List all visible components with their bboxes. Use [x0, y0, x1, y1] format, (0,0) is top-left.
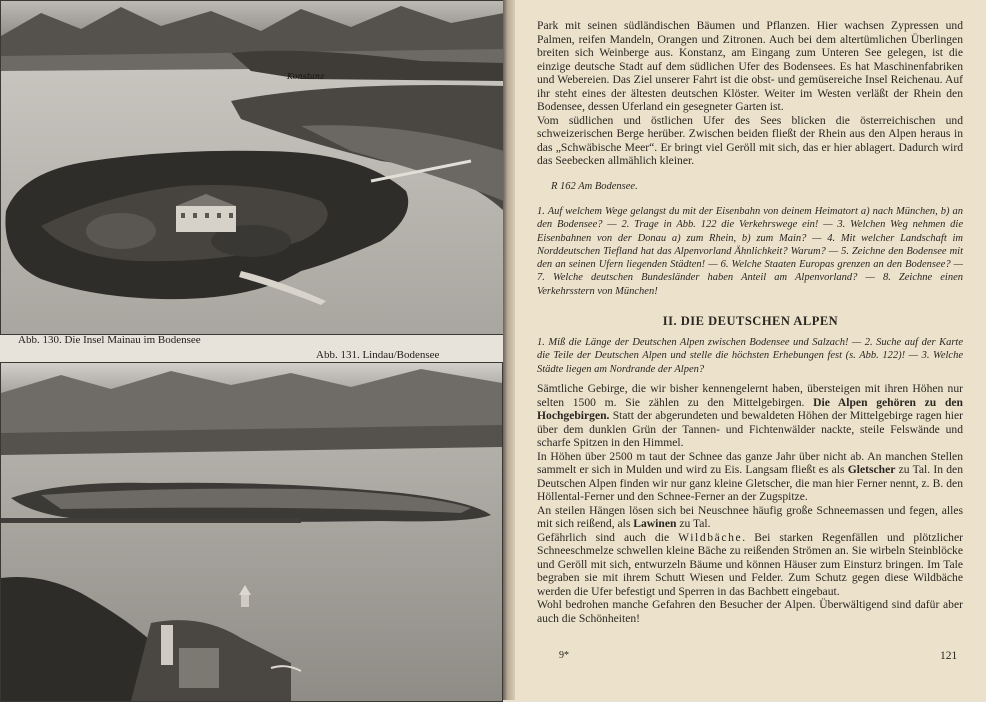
intro-text — [537, 19, 963, 168]
caption-abb-131: Abb. 131. Lindau/Bodensee — [316, 349, 440, 361]
page-number: 121 — [940, 650, 958, 662]
mainau-aerial-image — [1, 1, 504, 334]
body-p1-part-a: Sämtliche Gebirge, die wir bisher kennengelernt haben, übersteigen mit ihren Höhen nur selten 1500 m. Sie zählen zu den Mittelgebirgen. — [537, 382, 963, 409]
tasks-block-2: 1. Miß die Länge der Deutschen Alpen zwischen Bodensee und Salzach! — 2. Suche auf der Karte die Teile der Deutschen Alpen und stelle die höchsten Erhebungen fest (s. Abb. 122)! — 3. Welche Städte liegen am Nordrande der Alpen? — [537, 337, 963, 375]
body-paragraph-4 — [537, 531, 963, 599]
body-p1-part-b: Statt der abgerundeten und bewaldeten Höhen der Mittelgebirge ragen hier über dem dunklen Grün der Tannen- und Fichtenwälder nackte, steile Felswände und scharfe Spitzen in den Himmel. — [537, 409, 963, 449]
tasks-block-1: 1. Auf welchem Wege gelangst du mit der Eisenbahn von deinem Heimatort a) nach München, b) an den Bodensee? — 2. Trage in Abb. 122 die Verkehrswege ein! — 3. Welchen Weg nehmen die Eisenbahnen von der Donau a) zum Rhein, b) zum Main? — 4. Mit welcher Landschaft im Norddeutschen Tiefland hat das Alpenvorland Ähnlichkeit? Warum? — 5. Zeichne den Bodensee mit den an seinen Ufern liegenden Städten! — 6. Welche Staaten Europas grenzen an den Bodensee? — 7. Welche deutschen Bundesländer haben Anteil am Alpenvorland? — 8. Zeichne einen Verkehrsstern von München! — [537, 206, 963, 297]
lindau-aerial-image — [1, 363, 502, 701]
body-p4-spaced: Wildbäche — [678, 530, 743, 544]
body-p2-part-b: zu Tal. In den Deutschen Alpen finden wir nur ganz kleine Gletscher, die man hier Ferner nennt, z. B. den Höllental-Ferner und den Schnee-Ferner an der Zugspitze. — [537, 463, 964, 503]
body-p1-bold: Die Alpen gehören zu den Hochgebirgen. — [537, 395, 963, 422]
body-text — [537, 382, 963, 625]
body-paragraph-5: Wohl bedrohen manche Gefahren den Besucher der Alpen. Überwältigend sind dafür aber auch die Schönheiten! — [537, 598, 963, 625]
body-p3-part-b: zu Tal. — [676, 517, 711, 530]
photo-mainau-island — [0, 0, 505, 335]
caption-abb-130: Abb. 130. Die Insel Mainau im Bodensee — [18, 334, 201, 346]
right-page — [515, 0, 986, 700]
photo-lindau — [0, 362, 503, 702]
intro-paragraph-1: Park mit seinen südländischen Bäumen und Pflanzen. Hier wachsen Zypressen und Palmen, reifen Mandeln, Orangen und Zitronen. Auch bei dem altertümlichen Überlingen breiten sich Weinberge aus. Konstanz, am Eingang zum Unteren See gelegen, ist die einzige deutsche Stadt auf dem südlichen Ufer des Bodensees. Es hat Maschinenfabriken und Webereien. Das Ziel unserer Fahrt ist die obst- und gemüsereiche Insel Reichenau. Auf ihr steht eines der ältesten deutschen Klöster. Weiter im Westen verläßt der Rhein den Bodensee, dessen Uferland ein gesegneter Garten ist. — [537, 19, 963, 113]
book-gutter — [503, 0, 515, 700]
body-p3-bold: Lawinen — [633, 517, 677, 530]
body-p2-part-a: In Höhen über 2500 m taut der Schnee das ganze Jahr über nicht ab. An manchen Stellen sammelt er sich in Mulden und wird zu Eis. Langsam fließt es als — [537, 449, 963, 476]
footer-signature: 9* — [559, 650, 569, 661]
body-p4-part-b: . Bei starken Regenfällen und plötzlicher Schneeschmelze schwellen kleine Bäche zu reißenden Strömen an. Sie wirbeln Steinblöcke und Geröll mit sich, entwurzeln Bäume und können Häuser zum Einsturz bringen. Im Tale begraben sie mit ihrem Schutt Wiesen und Felder. Zum Schutz gegen diese Wildbäche werden die Ufer befestigt und Sperren in das Bachbett eingebaut. — [537, 530, 963, 598]
body-p2-bold: Gletscher — [847, 463, 896, 476]
intro-paragraph-2: Vom südlichen und östlichen Ufer des Sees blicken die österreichischen und schweizerischen Berge herüber. Zwischen beiden fließt der Rhein aus den Alpen heraus in das „Schwäbische Meer“. Er bringt viel Geröll mit sich, das er hier ablagert. Dadurch wird das Seebecken allmählich kleiner. — [537, 113, 963, 167]
body-paragraph-1 — [537, 382, 963, 450]
reference-line: R 162 Am Bodensee. — [551, 181, 638, 192]
body-p4-part-a: Gefährlich sind auch die — [537, 530, 679, 544]
section-heading: II. DIE DEUTSCHEN ALPEN — [662, 314, 839, 328]
body-paragraph-2 — [537, 450, 963, 504]
konstanz-map-label: Konstanz — [287, 72, 325, 81]
body-paragraph-3 — [537, 504, 963, 531]
body-p3-part-a: An steilen Hängen lösen sich bei Neuschnee häufig große Schneemassen und fegen, alles mit sich reißend, als — [537, 503, 963, 530]
